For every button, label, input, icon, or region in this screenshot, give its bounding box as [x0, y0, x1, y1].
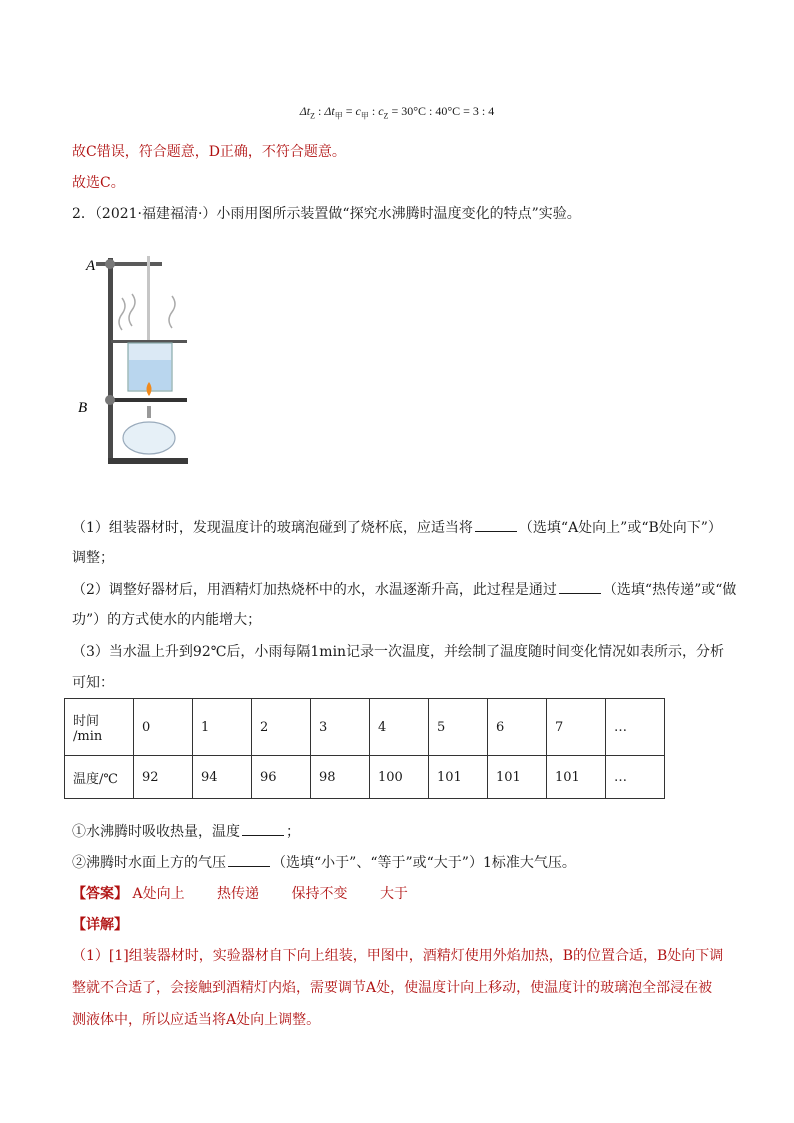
table-cell: 6 [488, 699, 547, 756]
subquestion-1-options: （选填“A处向上”或“B处向下”） [518, 520, 722, 536]
subquestion-3b-text: ②沸腾时水面上方的气压 [72, 855, 226, 871]
gauze-support [111, 398, 187, 402]
table-header-temperature: 温度/℃ [65, 756, 134, 799]
formula-result: = 30°C : 40°C = 3 : 4 [391, 104, 495, 118]
formula-subscript: 甲 [360, 111, 369, 121]
table-cell: 101 [547, 756, 606, 799]
table-cell: … [606, 699, 665, 756]
subquestion-2-text: （2）调整好器材后，用酒精灯加热烧杯中的水，水温逐渐升高，此过程是通过 [72, 582, 557, 598]
answer-item: A处向上 [132, 886, 185, 902]
steam-wave [119, 298, 125, 330]
lamp-wick [147, 406, 151, 418]
question-stem: 2．（2021·福建福清·）小雨用图所示装置做“探究水沸腾时温度变化的特点”实验。 [72, 206, 581, 222]
table-row-temperature [65, 756, 665, 799]
subquestion-3-line: （3）当水温上升到92℃后，小雨每隔1min记录一次温度，并绘制了温度随时间变化情况如表所示，分析 [72, 644, 725, 660]
figure-label-b: B [78, 400, 88, 416]
subquestion-3a-end: ； [286, 824, 300, 840]
steam-wave [169, 296, 175, 328]
detail-line: 测液体中，所以应适当将A处向上调整。 [72, 1012, 321, 1028]
subquestion-2-continuation: 功”）的方式使水的内能增大； [72, 612, 262, 628]
steam-wave [129, 294, 135, 326]
answer-blank [559, 581, 601, 594]
clamp-knob-a [105, 259, 115, 269]
table-header-time [65, 699, 134, 756]
detail-tag: 【详解】 [72, 917, 128, 933]
formula-term: c [378, 104, 384, 118]
temperature-time-table [64, 698, 665, 799]
detail-line: （1）[1]组装器材时，实验器材自下向上组装，甲图中，酒精灯使用外焰加热，B的位置合适，B处向下调 [72, 948, 724, 964]
table-cell: 100 [370, 756, 429, 799]
ratio-formula: $\Delta t_Z$ : $\Delta t_甲 = c_甲$ : $c_Z = 30^\circ C$ : 40°C = 3 : 4 [299, 104, 495, 121]
clamp-knob-b [105, 395, 115, 405]
table-cell: 1 [193, 699, 252, 756]
subquestion-3a-line [72, 822, 300, 842]
stand-rod [108, 258, 113, 460]
table-cell: 94 [193, 756, 252, 799]
table-cell: 101 [429, 756, 488, 799]
answer-blank [475, 519, 517, 532]
subquestion-1-continuation: 调整； [72, 550, 114, 566]
header-time-label: 时间 [73, 714, 100, 729]
table-cell: 92 [134, 756, 193, 799]
answer-item: 大于 [379, 886, 408, 902]
table-cell: 2 [252, 699, 311, 756]
formula-term: c [355, 104, 361, 118]
header-time-unit: /min [73, 729, 103, 744]
table-cell: 7 [547, 699, 606, 756]
formula-term: Δt [299, 104, 311, 118]
table-cell: 0 [134, 699, 193, 756]
subquestion-2-options: （选填“热传递”或“做 [602, 582, 737, 598]
formula-subscript: 甲 [334, 111, 343, 121]
solution-choice-line: 故选C。 [72, 175, 125, 191]
stand-base [108, 458, 188, 464]
table-cell: 3 [311, 699, 370, 756]
table-cell: 5 [429, 699, 488, 756]
table-cell: 98 [311, 756, 370, 799]
answer-blank [228, 854, 270, 867]
answer-blank [242, 823, 284, 836]
subquestion-3a-text: ①水沸腾时吸收热量，温度 [72, 824, 240, 840]
table-row-time [65, 699, 665, 756]
subquestion-3-continuation: 可知： [72, 675, 114, 691]
table-cell: 4 [370, 699, 429, 756]
subquestion-1-text: （1）组装器材时，发现温度计的玻璃泡碰到了烧杯底，应适当将 [72, 520, 473, 536]
formula-subscript: Z [383, 111, 389, 121]
answer-item: 热传递 [217, 886, 260, 902]
subquestion-1-line [72, 518, 722, 538]
answer-line [72, 884, 436, 904]
subquestion-2-line [72, 580, 736, 600]
answer-item: 保持不变 [291, 886, 348, 902]
detail-line: 整就不合适了，会接触到酒精灯内焰，需要调节A处，使温度计向上移动，使温度计的玻璃泡全部浸在被 [72, 980, 713, 996]
figure-label-a: A [86, 258, 96, 274]
boiling-apparatus-figure [74, 236, 204, 471]
table-cell: … [606, 756, 665, 799]
formula-term: Δt [324, 104, 335, 118]
alcohol-lamp [123, 422, 175, 454]
subquestion-3b-options: （选填“小于”、“等于”或“大于”）1标准大气压。 [272, 855, 576, 871]
answer-tag: 【答案】 [72, 886, 128, 902]
solution-conclusion-line: 故C错误，符合题意，D正确，不符合题意。 [72, 144, 346, 160]
table-cell: 96 [252, 756, 311, 799]
formula-subscript: Z [310, 111, 316, 121]
table-cell: 101 [488, 756, 547, 799]
subquestion-3b-line [72, 853, 576, 873]
